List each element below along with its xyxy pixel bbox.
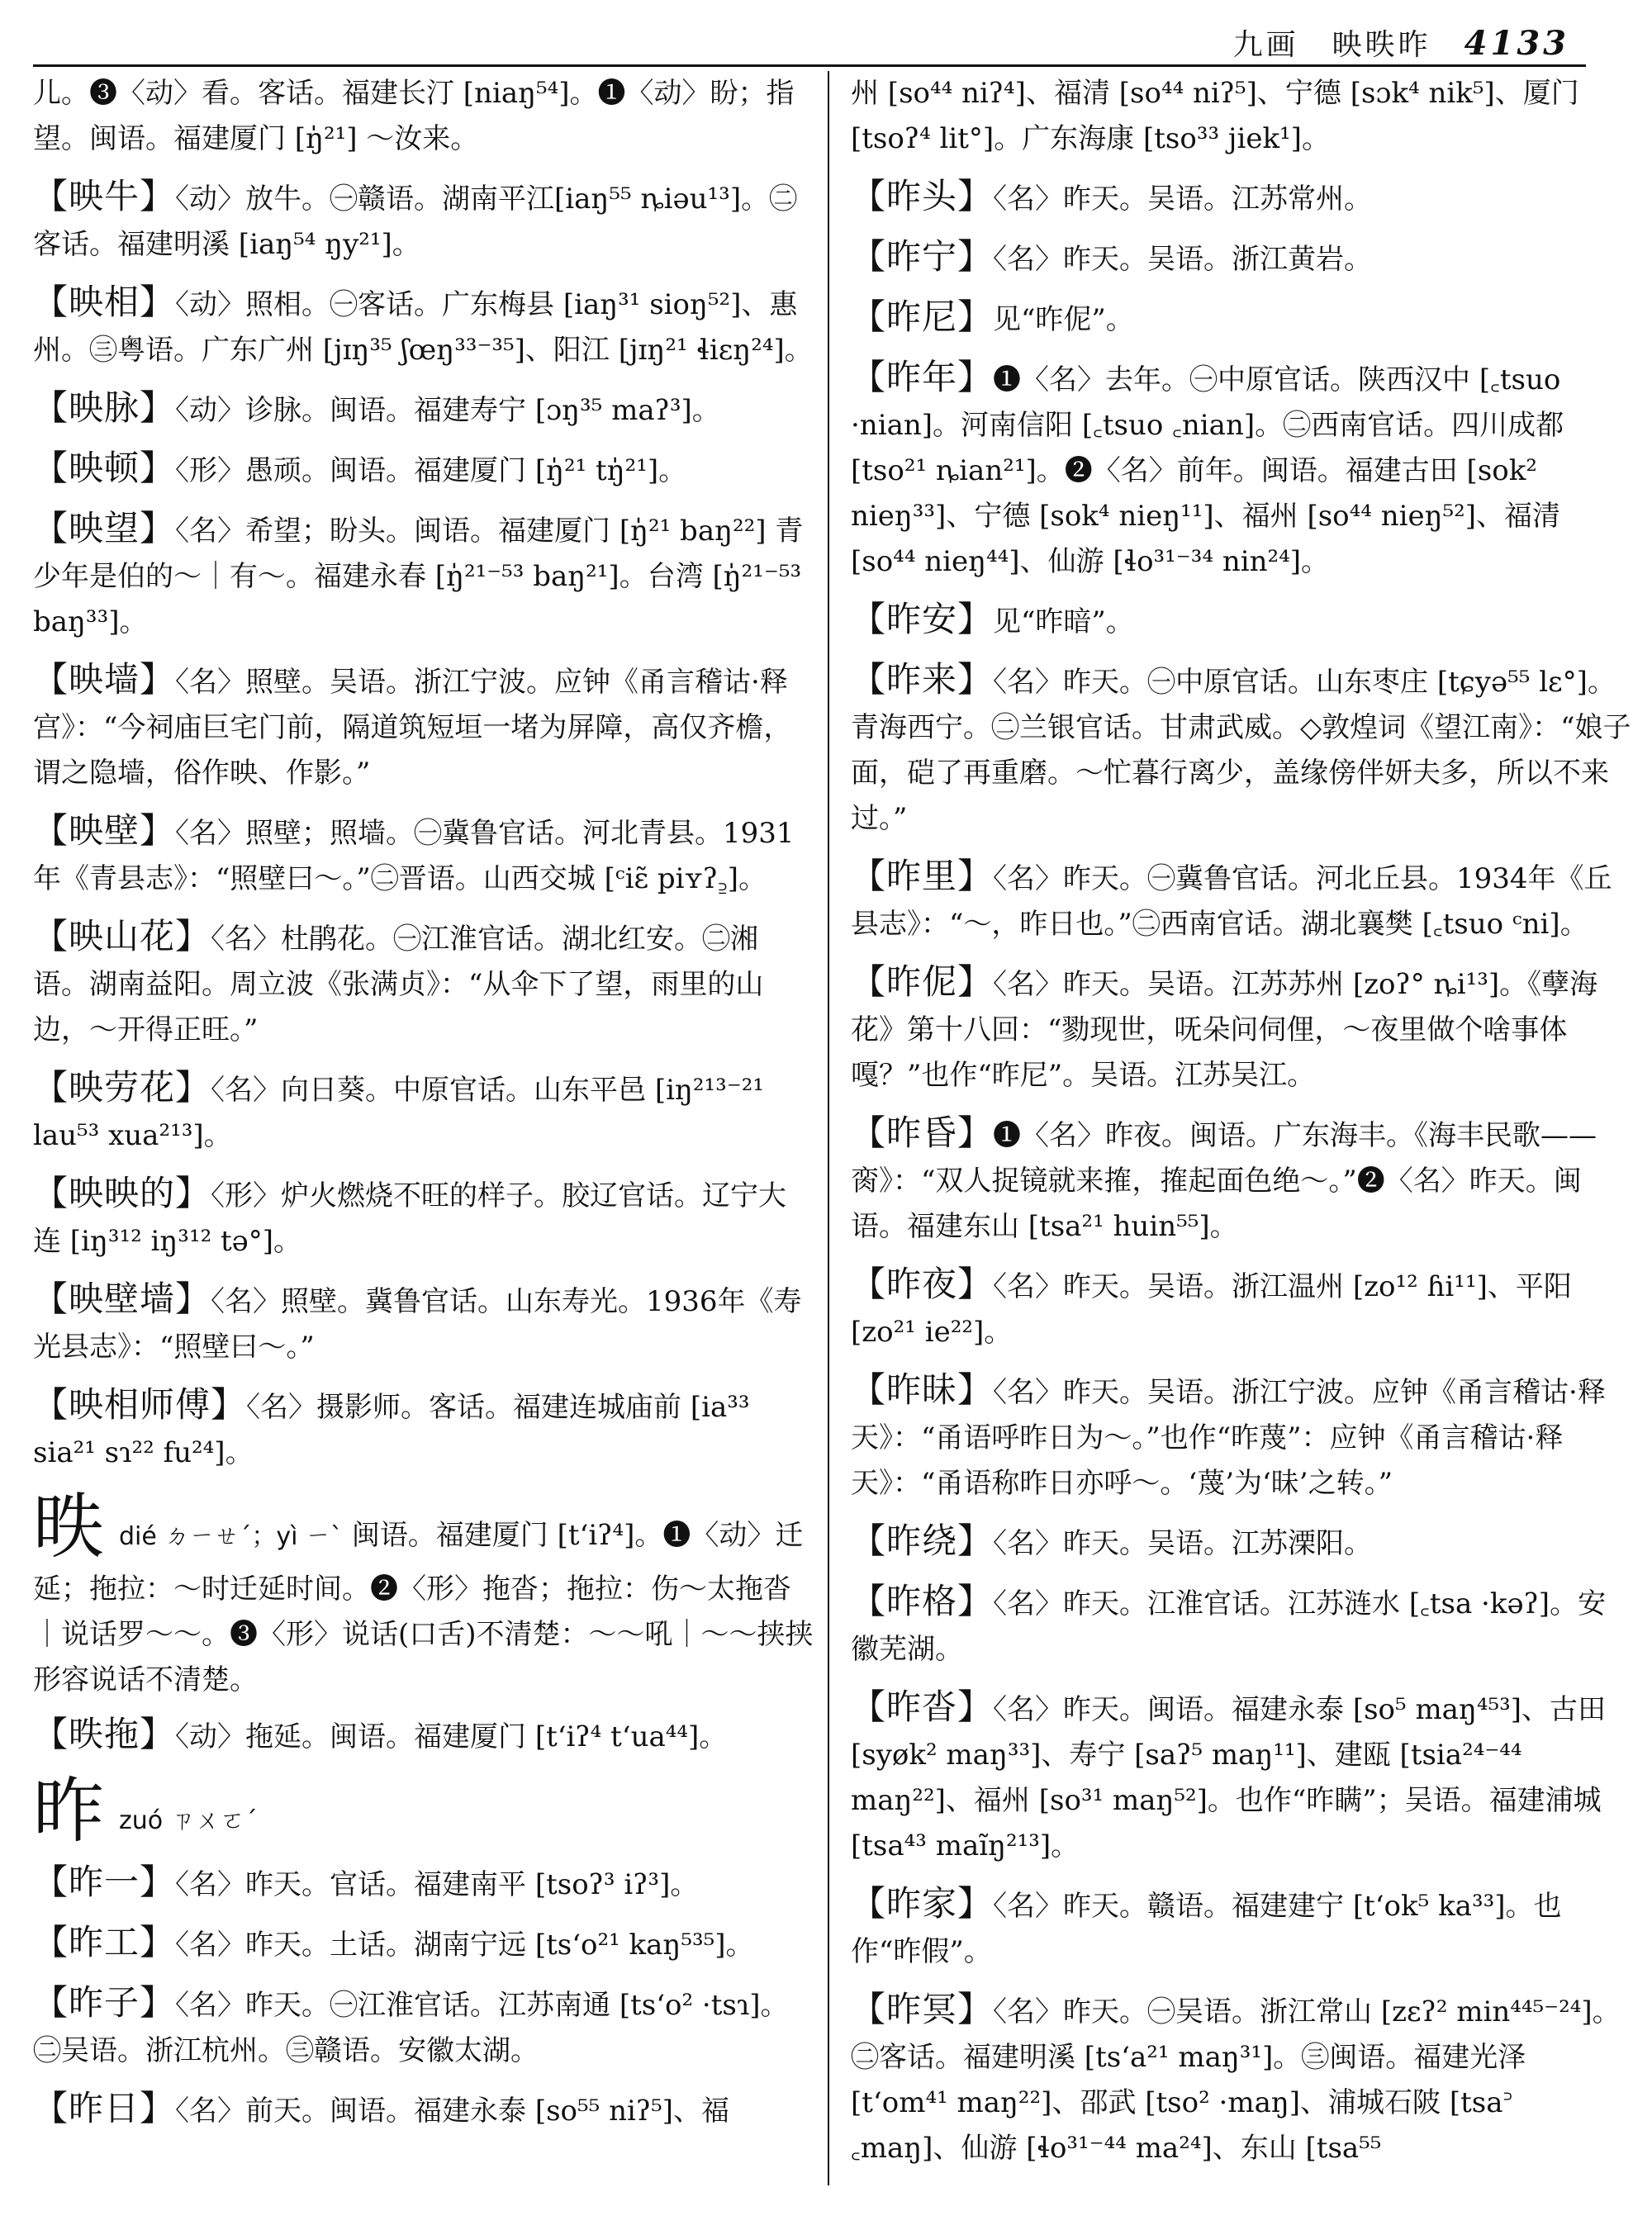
- head-character-reading: dié ㄉㄧㄝˊ；yì ㄧˋ: [119, 1522, 343, 1551]
- entry-definition: 见“昨伲”。: [993, 303, 1134, 336]
- entry-list: [851, 173, 1631, 2171]
- entry-headword: 【昨格】: [851, 1581, 994, 1621]
- entry-headword: 【昨冥】: [851, 1989, 994, 2029]
- entry-headword: 【昨宁】: [851, 236, 994, 277]
- dictionary-entry: [33, 657, 814, 796]
- entry-headword: 【映壁墙】: [33, 1279, 211, 1319]
- dictionary-entry: [33, 808, 814, 902]
- entry-definition: 〈名〉昨天。吴语。江苏苏州 [zoʔ° ȵi¹³]。《孽海花》第十八回：“勠现世，呒朵问伺俚，～夜里做个啥事体嘎？”也作“昨尼”。吴语。江苏吴江。: [851, 968, 1598, 1092]
- column-divider: [828, 71, 829, 2185]
- dictionary-entry: [33, 1711, 814, 1760]
- dictionary-entry: [851, 959, 1631, 1098]
- dictionary-entry: [33, 385, 814, 434]
- entry-headword: 【映山花】: [33, 916, 211, 956]
- running-head: [1233, 21, 1569, 64]
- entry-headword: 【昨绕】: [851, 1521, 994, 1561]
- dictionary-entry: [851, 1578, 1631, 1672]
- entry-headword: 【映相师傅】: [33, 1384, 247, 1425]
- dictionary-entry: [33, 173, 814, 268]
- entry-definition: 〈动〉放牛。㊀赣语。湖南平江[iaŋ⁵⁵ ȵiəu¹³]。㊁客话。福建明溪 [iaŋ⁵⁴ ŋy²¹]。: [33, 183, 798, 261]
- entry-headword: 【昨安】: [851, 599, 994, 639]
- dictionary-entry: [33, 505, 814, 645]
- entry-definition: 〈名〉前天。闽语。福建永泰 [so⁵⁵ niʔ⁵]、福: [175, 2095, 729, 2128]
- entry-headword: 【映顿】: [33, 448, 176, 488]
- head-character-block: [33, 1487, 814, 1703]
- head-character: 昳: [33, 1486, 104, 1568]
- entry-definition: 〈名〉摄影师。客话。福建连城庙前 [ia³³ sia²¹ sɿ²² fu²⁴]。: [33, 1391, 750, 1469]
- entry-definition: 〈名〉昨天。闽语。福建永泰 [so⁵ maŋ⁴⁵³]、古田 [syøk² maŋ³³]、寿宁 [saʔ⁵ maŋ¹¹]、建瓯 [tsia²⁴⁻⁴⁴ maŋ²²]、福州 [so³¹ maŋ⁵²]。也作“昨瞒”；吴语。福建浦城 [tsa⁴³ maĩŋ²¹³]。: [851, 1693, 1607, 1862]
- entry-headword: 【昨工】: [33, 1922, 176, 1962]
- entry-headword: 【昨来】: [851, 659, 994, 700]
- dictionary-entry: [851, 294, 1631, 343]
- entry-headword: 【昨沓】: [851, 1687, 994, 1727]
- entry-headword: 【昨昏】: [851, 1113, 994, 1153]
- entry-definition: 〈名〉昨天。官话。福建南平 [tsoʔ³ iʔ³]。: [175, 1868, 699, 1901]
- entry-headword: 【映望】: [33, 508, 176, 548]
- entry-list: [33, 173, 814, 1476]
- entry-headword: 【昨昧】: [851, 1369, 994, 1410]
- page-number: 4133: [1464, 24, 1569, 63]
- entry-headword: 【昨日】: [33, 2088, 176, 2128]
- head-character: 昨: [33, 1770, 104, 1853]
- entry-headword: 【昨里】: [851, 856, 994, 896]
- entry-definition: 〈名〉昨天。江淮官话。江苏涟水 [꜀tsa ·kəʔ]。安徽芜湖。: [851, 1587, 1607, 1666]
- dictionary-entry: [851, 1110, 1631, 1250]
- entry-definition: 〈名〉昨天。㊀吴语。浙江常山 [zɛʔ² min⁴⁴⁵⁻²⁴]。㊁客话。福建明溪 [ts‘a²¹ maŋ³¹]。㊂闽语。福建光泽 [t‘om⁴¹ maŋ²²]、邵武 [tso² ·maŋ]、浦城石陂 [tsa꜄ ꜀maŋ]、仙游 [ɬo³¹⁻⁴⁴ ma²⁴]、东山 [tsa⁵⁵: [851, 1995, 1621, 2165]
- entry-headword: 【映映的】: [33, 1173, 211, 1213]
- entry-definition: 〈名〉照壁。吴语。浙江宁波。应钟《甬言稽诂·释宫》：“今祠庙巨宅门前，隔道筑短垣一堵为屏障，高仅齐檐，谓之隐墙，俗作映、作影。”: [33, 666, 792, 790]
- entry-definition: 〈名〉昨天。赣语。福建建宁 [t‘ok⁵ ka³³]。也作“昨假”。: [851, 1890, 1562, 1968]
- dictionary-entry: [33, 1065, 814, 1159]
- dictionary-entry: [851, 1986, 1631, 2171]
- dictionary-entry: [851, 657, 1631, 842]
- section-title: 九画 映昳昨: [1232, 28, 1431, 62]
- dictionary-entry: [33, 445, 814, 494]
- dictionary-entry: [33, 1276, 814, 1370]
- head-character-definition: 闽语。福建厦门 [t‘iʔ⁴]。❶〈动〉迁延；拖拉：～时迁延时间。❷〈形〉拖沓；拖拉：伤～太拖沓｜说话罗～～。❸〈形〉说话(口舌)不清楚：～～吼｜～～挟挟形容说话不清楚。: [33, 1519, 814, 1696]
- dictionary-entry: [851, 596, 1631, 645]
- continued-text: 州 [so⁴⁴ niʔ⁴]、福清 [so⁴⁴ niʔ⁵]、宁德 [sɔk⁴ nik⁵]、厦门 [tsoʔ⁴ lit°]。广东海康 [tso³³ jiek¹]。: [851, 77, 1579, 155]
- entry-definition: 见“昨暗”。: [993, 605, 1134, 638]
- entry-definition: 〈名〉照壁；照墙。㊀冀鲁官话。河北青县。1931年《青县志》：“照壁曰～。”㊁晋语。山西交城 [ᶜiɛ̃ piʏʔ꜇]。: [33, 817, 795, 895]
- head-character-reading: zuó ㄗㄨㄛˊ: [119, 1806, 258, 1835]
- entry-definition: 〈形〉愚顽。闽语。福建厦门 [ŋ̍²¹ tŋ̍²¹]。: [175, 454, 687, 487]
- entry-list: [33, 1859, 814, 2134]
- entry-headword: 【映墙】: [33, 659, 176, 700]
- entry-definition: 〈名〉昨天。土话。湖南宁远 [ts‘o²¹ kaŋ⁵³⁵]。: [175, 1929, 754, 1962]
- dictionary-entry: [33, 1382, 814, 1476]
- entry-definition: 〈名〉昨天。㊀中原官话。山东枣庄 [tɕyə⁵⁵ lɛ°]。青海西宁。㊁兰银官话。甘肃武威。◇敦煌词《望江南》：“娘子面，硙了再重磨。～忙暮行离少，盖缘傍伴妍夫多，所以不来过。”: [851, 666, 1631, 835]
- entry-definition: 〈名〉昨天。吴语。浙江宁波。应钟《甬言稽诂·释天》：“甬语呼昨日为～。”也作“昨蔑”：应钟《甬言稽诂·释天》：“甬语称昨日亦呼～。‘蔑’为‘昧’之转。”: [851, 1376, 1606, 1500]
- dictionary-entry: [851, 1367, 1631, 1506]
- dictionary-entry: [33, 913, 814, 1053]
- entry-headword: 【映劳花】: [33, 1067, 211, 1108]
- dictionary-entry: [851, 234, 1631, 282]
- entry-headword: 【昨尼】: [851, 297, 994, 337]
- entry-definition: 〈名〉昨天。吴语。浙江黄岩。: [993, 243, 1373, 276]
- entry-headword: 【昨头】: [851, 176, 994, 216]
- entry-definition: 〈名〉昨天。吴语。浙江温州 [zo¹² ɦi¹¹]、平阳 [zo²¹ ie²²]。: [851, 1270, 1572, 1349]
- entry-definition: 〈名〉向日葵。中原官话。山东平邑 [iŋ²¹³⁻²¹ lau⁵³ xua²¹³]。: [33, 1074, 764, 1152]
- dictionary-entry: [851, 1261, 1631, 1355]
- entry-definition: 〈名〉昨天。吴语。江苏溧阳。: [993, 1527, 1373, 1560]
- continued-text: 儿。❸〈动〉看。客话。福建长汀 [niaŋ⁵⁴]。❶〈动〉盼；指望。闽语。福建厦门 [ŋ̍²¹] ～汝来。: [33, 77, 795, 155]
- dictionary-entry: [851, 1518, 1631, 1567]
- entry-definition: 〈名〉照壁。冀鲁官话。山东寿光。1936年《寿光县志》：“照壁曰～。”: [33, 1285, 802, 1364]
- entry-headword: 【昳拖】: [33, 1714, 176, 1754]
- dictionary-entry: [33, 2085, 814, 2134]
- entry-headword: 【映牛】: [33, 176, 176, 216]
- entry-headword: 【昨年】: [851, 357, 994, 397]
- page-header: [33, 18, 1619, 64]
- entry-definition: 〈形〉炉火燃烧不旺的样子。胶辽官话。辽宁大连 [iŋ³¹² iŋ³¹² tə°]。: [33, 1179, 787, 1258]
- entry-list: [33, 1711, 814, 1760]
- entry-definition: ❶〈名〉去年。㊀中原官话。陕西汉中 [꜀tsuo ·nian]。河南信阳 [꜀tsuo ꜀nian]。㊁西南官话。四川成都 [tso²¹ ȵian²¹]。❷〈名〉前年。闽语。福建古田 [sok² nieŋ³³]、宁德 [sok⁴ nieŋ¹¹]、福州 [so⁴⁴ nieŋ⁵²]、福清 [so⁴⁴ nieŋ⁴⁴]、仙游 [ɬo³¹⁻³⁴ nin²⁴]。: [851, 363, 1564, 578]
- entry-headword: 【映相】: [33, 282, 176, 322]
- header-rule: [33, 64, 1586, 67]
- dictionary-entry: [33, 1859, 814, 1908]
- entry-definition: 〈名〉昨天。吴语。江苏常州。: [993, 183, 1373, 216]
- dictionary-entry: [851, 173, 1631, 222]
- entry-headword: 【昨伲】: [851, 961, 994, 1002]
- dictionary-entry: [33, 1919, 814, 1968]
- entry-definition: 〈动〉照相。㊀客话。广东梅县 [iaŋ³¹ sioŋ⁵²]、惠州。㊂粤语。广东广州 [jɪŋ³⁵ ʃœŋ³³⁻³⁵]、阳江 [jɪŋ²¹ ɬiɛŋ²⁴]。: [33, 288, 813, 367]
- entry-definition: 〈动〉诊脉。闽语。福建寿宁 [ɔŋ³⁵ maʔ³]。: [175, 394, 720, 427]
- entry-headword: 【映脉】: [33, 387, 176, 428]
- entry-headword: 【昨夜】: [851, 1264, 994, 1304]
- entry-definition: 〈名〉希望；盼头。闽语。福建厦门 [ŋ̍²¹ baŋ²²] 青少年是伯的～｜有～。福建永春 [ŋ̍²¹⁻⁵³ baŋ²¹]。台湾 [ŋ̍²¹⁻⁵³ baŋ³³]。: [33, 515, 804, 638]
- entry-definition: 〈动〉拖延。闽语。福建厦门 [t‘iʔ⁴ t‘ua⁴⁴]。: [175, 1720, 728, 1753]
- entry-headword: 【昨一】: [33, 1862, 176, 1902]
- dictionary-entry: [33, 1980, 814, 2074]
- entry-headword: 【映壁】: [33, 810, 176, 851]
- dictionary-entry: [33, 279, 814, 373]
- entry-definition: 〈名〉杜鹃花。㊀江淮官话。湖北红安。㊁湘语。湖南益阳。周立波《张满贞》：“从伞下了望，雨里的山边，～开得正旺。”: [33, 923, 764, 1046]
- entry-definition: ❶〈名〉昨夜。闽语。广东海丰。《海丰民歌——脔》：“双人捉镜就来搉，搉起面色绝～。”❷〈名〉昨天。闽语。福建东山 [tsa²¹ huin⁵⁵]。: [851, 1119, 1597, 1243]
- dictionary-entry: [851, 1881, 1631, 1975]
- dictionary-entry: [851, 853, 1631, 947]
- left-column: [33, 71, 814, 2213]
- dictionary-entry: [33, 1170, 814, 1264]
- dictionary-entry: [851, 354, 1631, 585]
- entry-definition: 〈名〉昨天。㊀江淮官话。江苏南通 [ts‘o² ·tsɿ]。㊁吴语。浙江杭州。㊂赣语。安徽太湖。: [33, 1989, 789, 2067]
- head-character-block: [33, 1772, 814, 1851]
- entry-headword: 【昨子】: [33, 1982, 176, 2023]
- entry-headword: 【昨家】: [851, 1883, 994, 1924]
- dictionary-entry: [851, 1684, 1631, 1869]
- entry-definition: 〈名〉昨天。㊀冀鲁官话。河北丘县。1934年《丘县志》：“～，昨日也。”㊁西南官话。湖北襄樊 [꜀tsuo ᶜni]。: [851, 862, 1612, 941]
- right-column: [851, 71, 1631, 2213]
